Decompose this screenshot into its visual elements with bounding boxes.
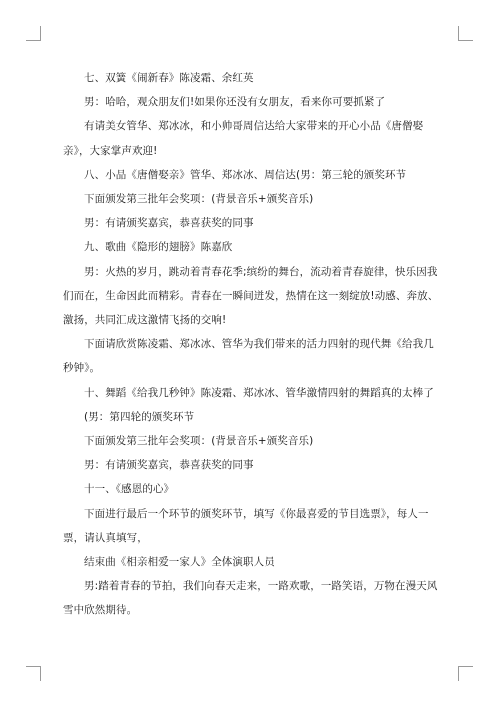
paragraph: 十一、《感恩的心》 [84, 483, 175, 496]
crop-mark-top-right [458, 26, 473, 41]
crop-mark-bottom-right [458, 666, 473, 681]
paragraph: 九、歌曲《隐形的翅膀》陈嘉欣 [84, 241, 233, 254]
paragraph: 结束曲《相亲相爱一家人》全体演职人员 [84, 556, 275, 569]
paragraph: 下面颁发第三批年会奖项：(背景音乐+颁奖音乐) [84, 435, 314, 448]
crop-mark-bottom-left [26, 666, 41, 681]
document-body [63, 66, 443, 623]
paragraph: 十、舞蹈《给我几秒钟》陈凌霜、郑冰冰、管华激情四射的舞蹈真的太棒了 [84, 386, 434, 399]
paragraph: 男：火热的岁月，跳动着青春花季;缤纷的舞台，流动着青春旋律，快乐因我们而在，生命因此而精彩。青春在一瞬间迸发，热情在这一刻绽放!动感、奔放、激扬，共同汇成这激情飞扬的交响! [63, 265, 439, 327]
crop-mark-top-left [26, 26, 41, 41]
paragraph: 下面进行最后一个环节的颁奖环节，填写《你最喜爱的节目选票》，每人一票，请认真填写， [63, 507, 429, 544]
paragraph: 八、小品《唐僧娶亲》管华、郑冰冰、周信达(男：第三轮的颁奖环节 [84, 168, 407, 181]
paragraph: 有请美女管华、郑冰冰，和小帅哥周信达给大家带来的开心小品《唐僧娶亲》，大家掌声欢迎! [63, 120, 424, 157]
paragraph: 下面请欣赏陈凌霜、郑冰冰、管华为我们带来的活力四射的现代舞《给我几秒钟》。 [63, 338, 434, 375]
paragraph: 男：有请颁奖嘉宾，恭喜获奖的同事 [84, 459, 254, 472]
paragraph: (男：第四轮的颁奖环节 [84, 410, 195, 423]
paragraph: 七、双簧《闹新春》陈凌霜、余红英 [84, 72, 254, 84]
paragraph: 下面颁发第三批年会奖项：(背景音乐+颁奖音乐) [84, 193, 314, 206]
paragraph: 男：有请颁奖嘉宾，恭喜获奖的同事 [84, 217, 254, 230]
paragraph: 男：哈哈，观众朋友们!如果你还没有女朋友，看来你可要抓紧了 [84, 96, 386, 109]
paragraph: 男:踏着青春的节拍，我们向春天走来，一路欢歌，一路笑语，万物在漫天风雪中欣然期待。 [63, 580, 438, 617]
